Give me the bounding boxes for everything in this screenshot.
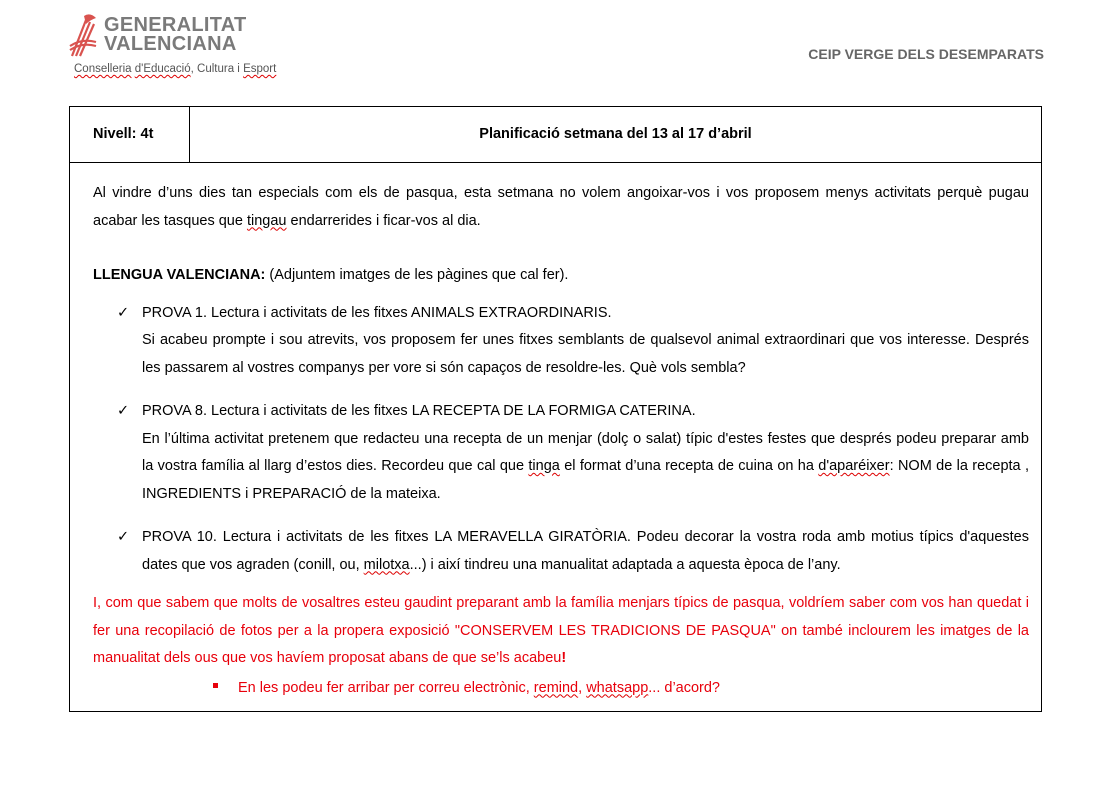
department-name xyxy=(74,63,276,75)
subject-label: LLENGUA VALENCIANA: xyxy=(93,267,266,283)
closing-text: I, com que sabem que molts de vosaltres esteu gaudint preparant amb la família menjars típics de pasqua, voldríem saber com vos han quedat i fer una recopilació de fotos per a la propera exposició "CONSERVEM LES TRADICIONS DE PASQUA" on també inclourem les imatges de la manualitat dels ous que vos havíem proposat abans de que se’ls acabeu xyxy=(93,595,1029,666)
misspelled-word: remind xyxy=(533,679,579,696)
planning-title: Planificació setmana del 13 al 17 d’abril xyxy=(479,126,752,142)
planning-content xyxy=(70,163,1041,702)
intro-misspelled-word: tingau xyxy=(246,212,287,229)
closing-paragraph xyxy=(93,590,1029,673)
page-header xyxy=(0,0,1119,100)
planning-table xyxy=(69,106,1042,712)
dept-word-conselleria: Conselleria xyxy=(74,63,132,75)
dept-word-educacio: d'Educació xyxy=(134,63,191,75)
item-body xyxy=(142,300,1029,383)
item-text: : NOM de la recepta , INGREDIENTS i PREPARACIÓ de la mateixa. xyxy=(142,458,1029,502)
subject-line xyxy=(93,262,1029,290)
item-title: PROVA 8. Lectura i activitats de les fitxes LA RECEPTA DE LA FORMIGA CATERINA. xyxy=(142,403,696,419)
checkmark-icon: ✓ xyxy=(117,529,130,545)
item-text: el format d’una recepta de cuina on ha xyxy=(559,458,819,474)
item-text: ...) i així tindreu una manualitat adaptada a aquesta època de l’any. xyxy=(409,556,841,573)
item-body xyxy=(142,524,1029,579)
bat-logo-icon xyxy=(66,12,102,60)
item-description xyxy=(142,426,1029,509)
misspelled-word: tinga xyxy=(528,458,560,474)
misspelled-word: d'aparéixer xyxy=(818,458,890,474)
bullet-text: En les podeu fer arribar per correu electrònic, xyxy=(238,679,534,696)
logo-wordmark xyxy=(104,16,247,54)
intro-text-end: endarrerides i ficar-vos al dia. xyxy=(286,212,481,229)
item-description: Si acabeu prompte i sou atrevits, vos proposem fer unes fitxes semblants de qualsevol animal extraordinari que vos interesse. Després les passarem al vostres companys per vore si són capaços de resoldre-les. Què vols sembla? xyxy=(142,332,1029,376)
bullet-text: ... d’acord? xyxy=(648,679,721,696)
item-description xyxy=(142,524,1029,579)
checkmark-icon: ✓ xyxy=(117,403,130,419)
item-text: En l’última activitat pretenem que redacteu una recepta de un menjar (dolç o salat) típic d'estes festes que després podeu preparar amb la vostra família al llarg d’estos dies. Recordeu que cal que xyxy=(142,430,1029,474)
list-item-prova-10 xyxy=(93,524,1029,579)
logo-line-1: GENERALITAT xyxy=(104,14,247,36)
school-name: CEIP VERGE DELS DESEMPARATS xyxy=(808,46,1044,62)
item-text: PROVA 10. Lectura i activitats de les fitxes LA MERAVELLA GIRATÒRIA. Podeu decorar la vostra roda amb motius típics d'aquestes dates que vos agraden (conill, ou, xyxy=(142,529,1029,573)
misspelled-word: whatsapp xyxy=(586,679,649,696)
bullet-text: , xyxy=(578,679,587,696)
logo-line-2: VALENCIANA xyxy=(104,33,237,55)
item-title: PROVA 1. Lectura i activitats de les fitxes ANIMALS EXTRAORDINARIS. xyxy=(142,304,612,321)
closing-exclamation: ! xyxy=(561,650,567,666)
dept-word-cultura: , Cultura i xyxy=(190,63,240,75)
item-body xyxy=(142,398,1029,508)
square-bullet-icon xyxy=(213,683,218,688)
list-item-prova-1 xyxy=(93,300,1029,383)
misspelled-word: milotxa xyxy=(363,556,410,573)
dept-word-esport: Esport xyxy=(243,63,277,75)
intro-text: Al vindre d’uns dies tan especials com els de pasqua, esta setmana no volem angoixar-vos i vos proposem menys activitats perquè pugau acabar les tasques que xyxy=(93,185,1029,229)
list-item-prova-8 xyxy=(93,398,1029,508)
bullet-item xyxy=(93,675,1029,703)
level-cell: Nivell: 4t xyxy=(70,107,190,162)
checkmark-icon: ✓ xyxy=(117,304,130,321)
subject-note: (Adjuntem imatges de les pàgines que cal fer). xyxy=(265,267,569,283)
intro-paragraph xyxy=(93,180,1029,235)
table-header-row xyxy=(70,107,1041,163)
